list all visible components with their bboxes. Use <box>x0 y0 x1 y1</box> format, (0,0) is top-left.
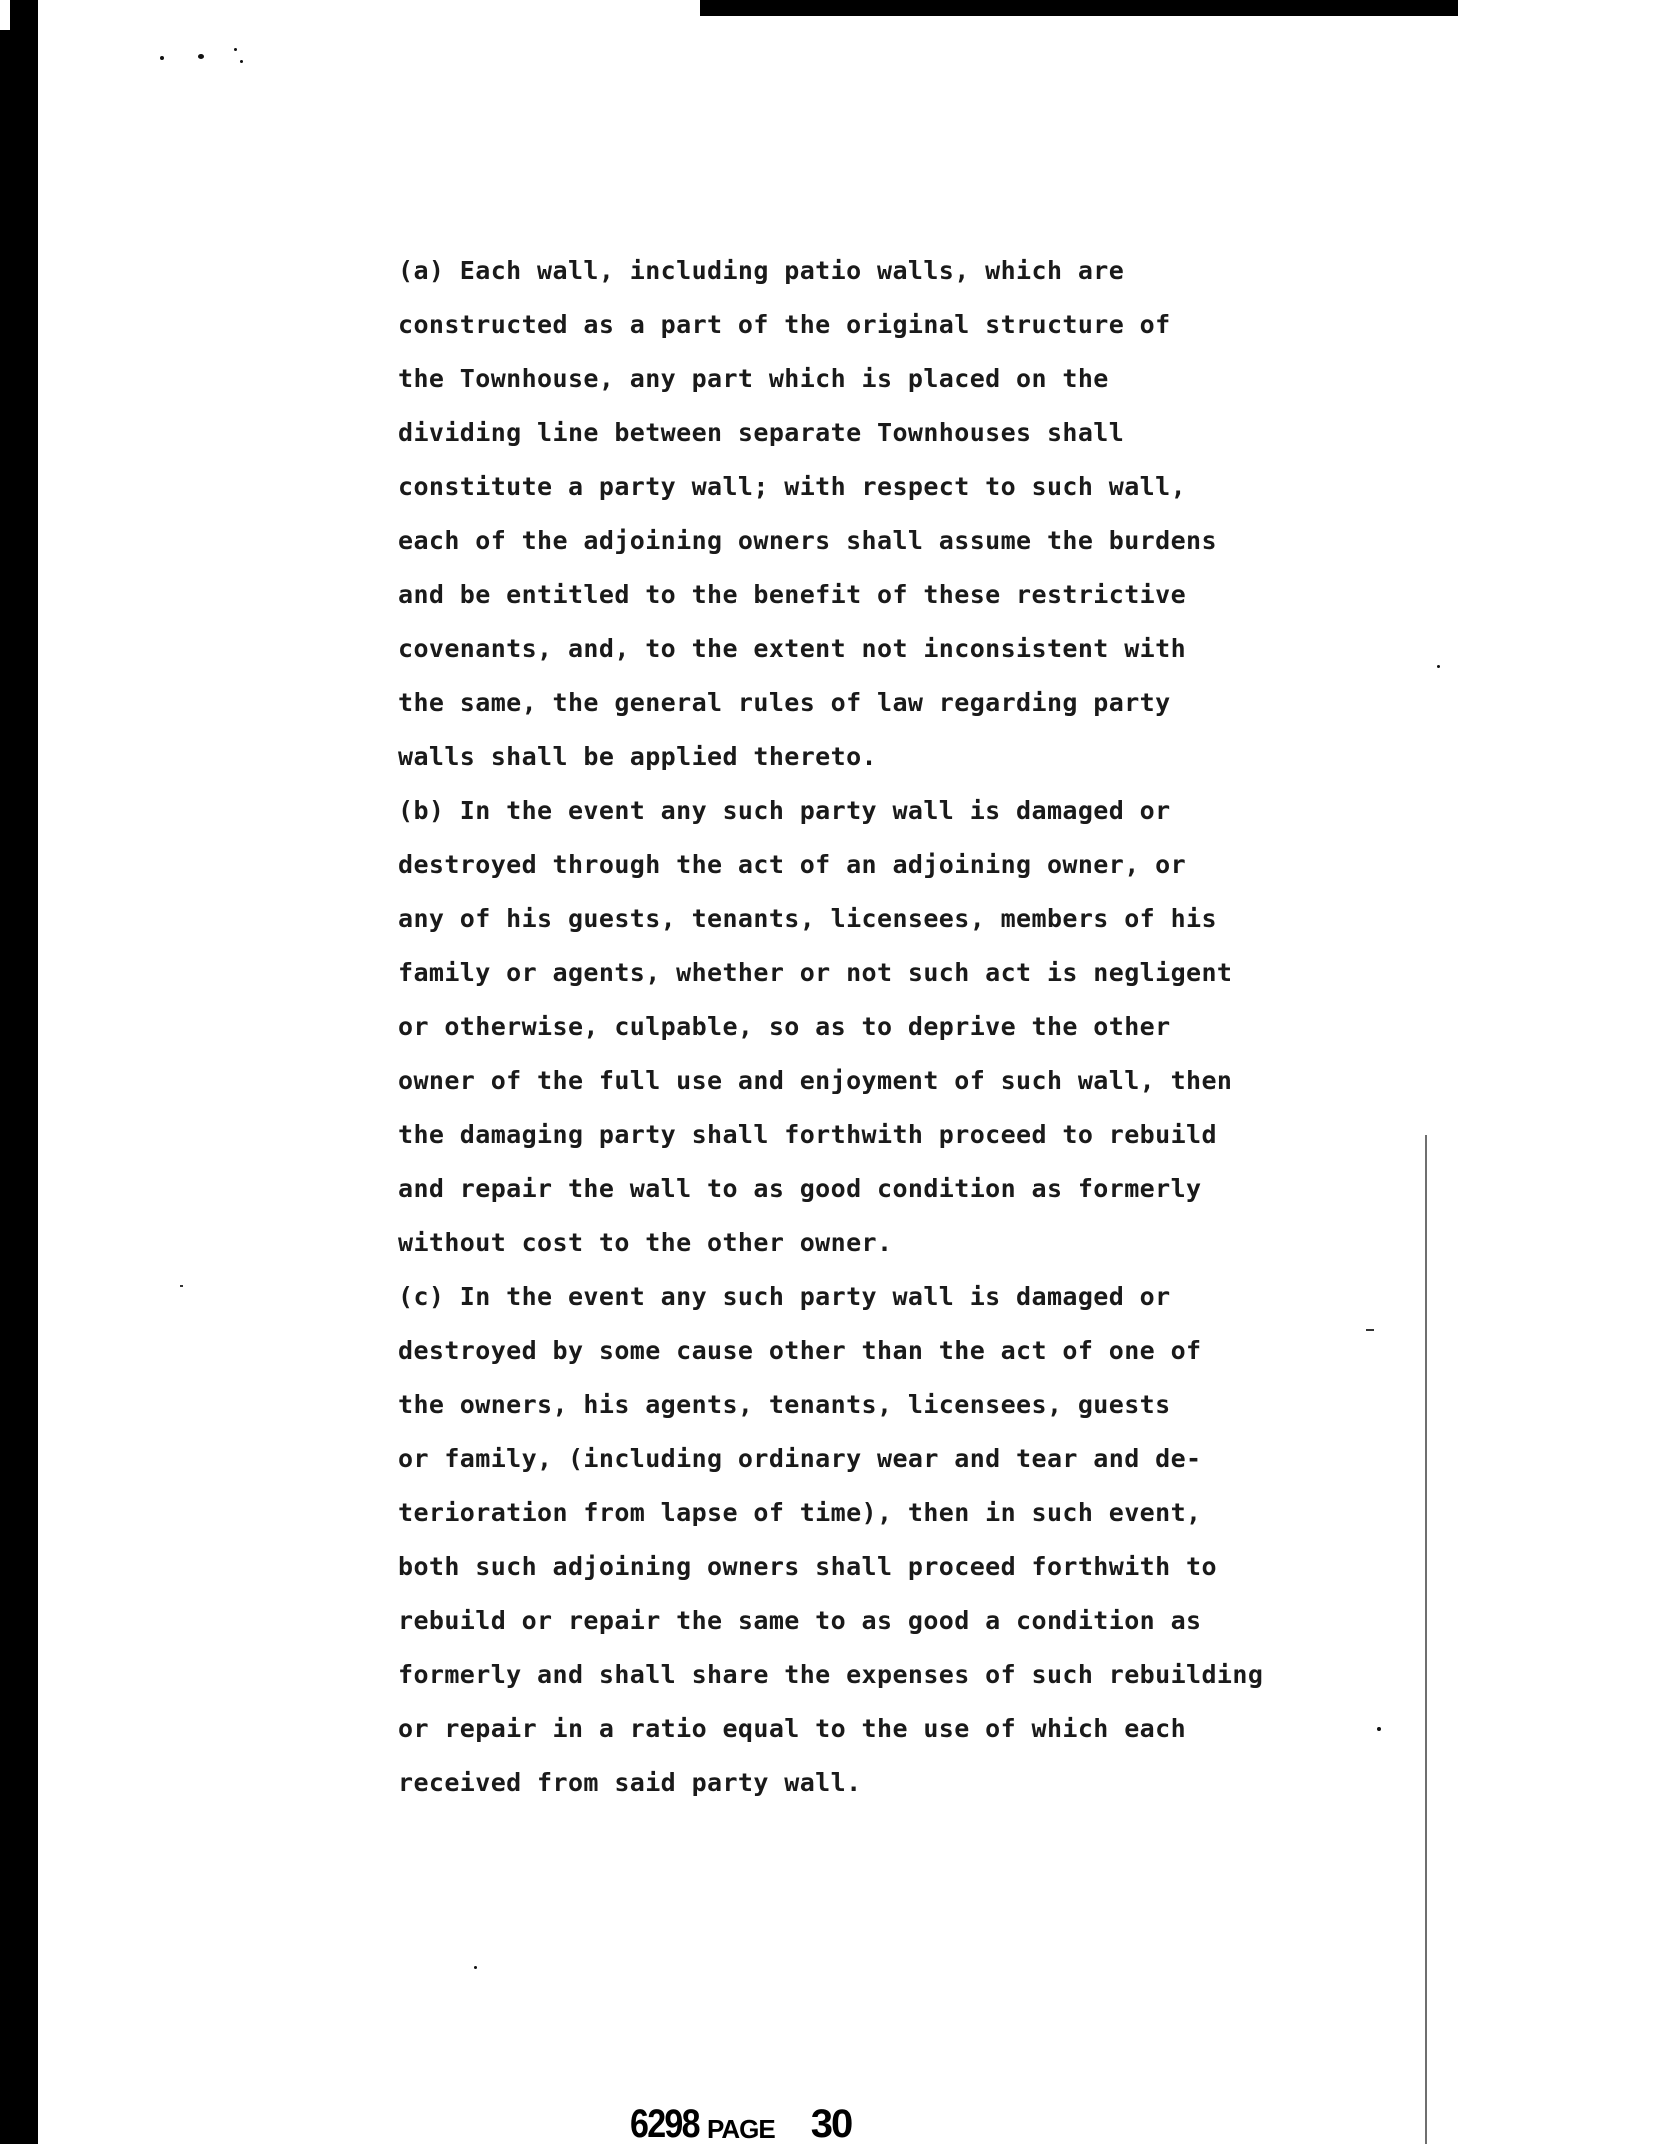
text-line: owner of the full use and enjoyment of such wall, then <box>398 1066 1233 1095</box>
scan-edge-notch <box>0 0 10 30</box>
text-line: or family, (including ordinary wear and tear and de- <box>398 1444 1202 1473</box>
text-line: terioration from lapse of time), then in such event, <box>398 1498 1202 1527</box>
scan-speck <box>474 1966 477 1969</box>
text-line: (a) Each wall, including patio walls, which are <box>398 256 1125 285</box>
party-wall-clauses <box>398 244 1338 1810</box>
recording-stamp <box>630 2102 851 2144</box>
text-line: formerly and shall share the expenses of such rebuilding <box>398 1660 1264 1689</box>
text-line: the Townhouse, any part which is placed on the <box>398 364 1109 393</box>
text-line: or otherwise, culpable, so as to deprive the other <box>398 1012 1171 1041</box>
page-number: 30 <box>810 2102 852 2146</box>
text-line: walls shall be applied thereto. <box>398 742 877 771</box>
text-line: family or agents, whether or not such act is negligent <box>398 958 1233 987</box>
text-line: the same, the general rules of law regarding party <box>398 688 1171 717</box>
scan-speck <box>1437 665 1440 668</box>
text-line: constitute a party wall; with respect to such wall, <box>398 472 1187 501</box>
book-number: 6298 <box>630 2102 699 2146</box>
text-line: or repair in a ratio equal to the use of which each <box>398 1714 1187 1743</box>
text-line: the damaging party shall forthwith proceed to rebuild <box>398 1120 1217 1149</box>
text-line: and be entitled to the benefit of these restrictive <box>398 580 1187 609</box>
page-label: PAGE <box>706 2114 775 2144</box>
scan-top-bar <box>700 0 1458 16</box>
text-line: destroyed through the act of an adjoining owner, or <box>398 850 1187 879</box>
text-line: any of his guests, tenants, licensees, members of his <box>398 904 1217 933</box>
text-line: the owners, his agents, tenants, licensees, guests <box>398 1390 1171 1419</box>
text-line: both such adjoining owners shall proceed forthwith to <box>398 1552 1217 1581</box>
scan-left-edge <box>0 0 38 2144</box>
text-line: destroyed by some cause other than the act of one of <box>398 1336 1202 1365</box>
scan-speck <box>240 60 243 63</box>
scan-dash <box>1366 1329 1374 1331</box>
text-line: each of the adjoining owners shall assume the burdens <box>398 526 1217 555</box>
text-line: covenants, and, to the extent not inconsistent with <box>398 634 1187 663</box>
text-line: without cost to the other owner. <box>398 1228 893 1257</box>
text-line: received from said party wall. <box>398 1768 862 1797</box>
text-line: constructed as a part of the original structure of <box>398 310 1171 339</box>
scan-speck <box>160 56 164 60</box>
text-line: (b) In the event any such party wall is damaged or <box>398 796 1171 825</box>
text-line: and repair the wall to as good condition as formerly <box>398 1174 1202 1203</box>
text-line: dividing line between separate Townhouses shall <box>398 418 1125 447</box>
scan-speck <box>1377 1727 1381 1731</box>
text-line: rebuild or repair the same to as good a condition as <box>398 1606 1202 1635</box>
scan-speck <box>234 48 237 51</box>
scan-speck <box>198 54 204 59</box>
text-line: (c) In the event any such party wall is damaged or <box>398 1282 1171 1311</box>
scan-right-edge-line <box>1425 1135 1427 2144</box>
scan-dash <box>180 1285 183 1287</box>
